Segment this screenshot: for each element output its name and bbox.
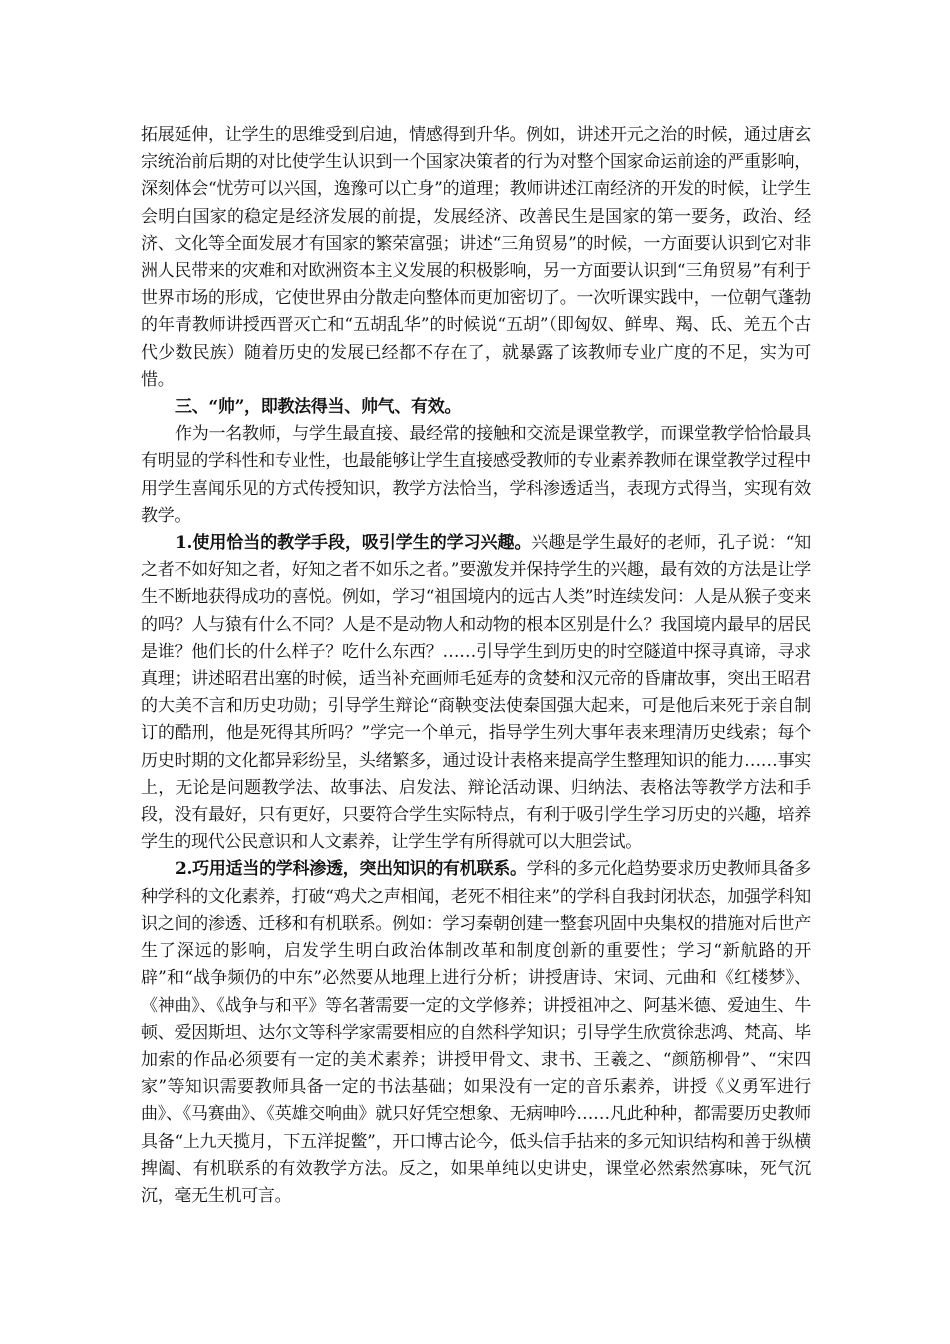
paragraph-intro: 拓展延伸，让学生的思维受到启迪，情感得到升华。例如，讲述开元之治的时候，通过唐玄宗统治前后期的对比使学生认识到一个国家决策者的行为对整个国家命运前途的严重影响，深刻体会“忧劳可以兴国，逸豫可以亡身”的道理；教师讲述江南经济的开发的时候，让学生会明白国家的稳定是经济发展的前提，发展经济、改善民生是国家的第一要务，政治、经济、文化等全面发展才有国家的繁荣富强；讲述“三角贸易”的时候，一方面要认识到它对非洲人民带来的灾难和对欧洲资本主义发展的积极影响，另一方面要认识到“三角贸易”有利于世界市场的形成，它使世界由分散走向整体而更加密切了。一次听课实践中，一位朝气蓬勃的年青教师讲授西晋灭亡和“五胡乱华”的时候说“五胡”（即匈奴、鲜卑、羯、氐、羌五个古代少数民族）随着历史的发展已经都不存在了，就暴露了该教师专业广度的不足，实为可惜。	[141, 125, 811, 390]
point-1-body: 兴趣是学生最好的老师，孔子说：“知之者不如好知之者，好知之者不如乐之者。”要激发并保持学生的兴趣，最有效的方法是让学生不断地获得成功的喜悦。例如，学习“祖国境内的远古人类”时连续发问：人是从猴子变来的吗？人与猿有什么不同？人是不是动物人和动物的根本区别是什么？我国境内最早的居民是谁？他们长的什么样子？吃什么东西？……引导学生到历史的时空隧道中探寻真谛，寻求真理；讲述昭君出塞的时候，适当补充画师毛延寿的贪婪和汉元帝的昏庸故事，突出王昭君的大美不言和历史功勋；引导学生辩论“商鞅变法使秦国强大起来，可是他后来死于亲自制订的酷刑，他是死得其所吗？”学完一个单元，指导学生列大事年表来理清历史线索；每个历史时期的文化都异彩纷呈，头绪繁多，通过设计表格来提高学生整理知识的能力……事实上，无论是问题教学法、故事法、启发法、辩论活动课、归纳法、表格法等教学方法和手段，没有最好，只有更好，只要符合学生实际特点，有利于吸引学生学习历史的兴趣，培养学生的现代公民意识和人文素养，让学生学有所得就可以大胆尝试。	[141, 533, 811, 853]
paragraph-point-2	[141, 856, 811, 1210]
paragraph-point-1	[141, 530, 811, 856]
paragraph-section-intro: 作为一名教师，与学生最直接、最经常的接触和交流是课堂教学，而课堂教学恰恰最具有明显的学科性和专业性，也最能够让学生直接感受教师的专业素养教师在课堂教学过程中用学生喜闻乐见的方式传授知识，教学方法恰当，学科渗透适当，表现方式得当，实现有效教学。	[141, 424, 811, 526]
point-1-lead: 1.使用恰当的教学手段，吸引学生的学习兴趣。	[175, 533, 532, 554]
section-heading: 三、“帅”，即教法得当、帅气、有效。	[175, 397, 462, 418]
point-2-body: 学科的多元化趋势要求历史教师具备多种学科的文化素养，打破“鸡犬之声相闻，老死不相往来”的学科自我封闭状态，加强学科知识之间的渗透、迁移和有机联系。例如：学习秦朝创建一整套巩固中央集权的措施对后世产生了深远的影响，启发学生明白政治体制改革和制度创新的重要性；学习“新航路的开辟”和“战争频仍的中东”必然要从地理上进行分析；讲授唐诗、宋词、元曲和《红楼梦》、《神曲》、《战争与和平》等名著需要一定的文学修养；讲授祖冲之、阿基米德、爱迪生、牛顿、爱因斯坦、达尔文等科学家需要相应的自然科学知识；引导学生欣赏徐悲鸿、梵高、毕加索的作品必须要有一定的美术素养；讲授甲骨文、隶书、王羲之、“颜筋柳骨”、“宋四家”等知识需要教师具备一定的书法基础；如果没有一定的音乐素养，讲授《义勇军进行曲》、《马赛曲》、《英雄交响曲》就只好凭空想象、无病呻吟……凡此种种，都需要历史教师具备“上九天揽月，下五洋捉鳖”，开口博古论今，低头信手拈来的多元知识结构和善于纵横捭阖、有机联系的有效教学方法。反之，如果单纯以史讲史，课堂必然索然寡味，死气沉沉，毫无生机可言。	[141, 859, 811, 1206]
point-2-lead: 2.巧用适当的学科渗透，突出知识的有机联系。	[175, 859, 527, 880]
document-page	[141, 122, 811, 1210]
